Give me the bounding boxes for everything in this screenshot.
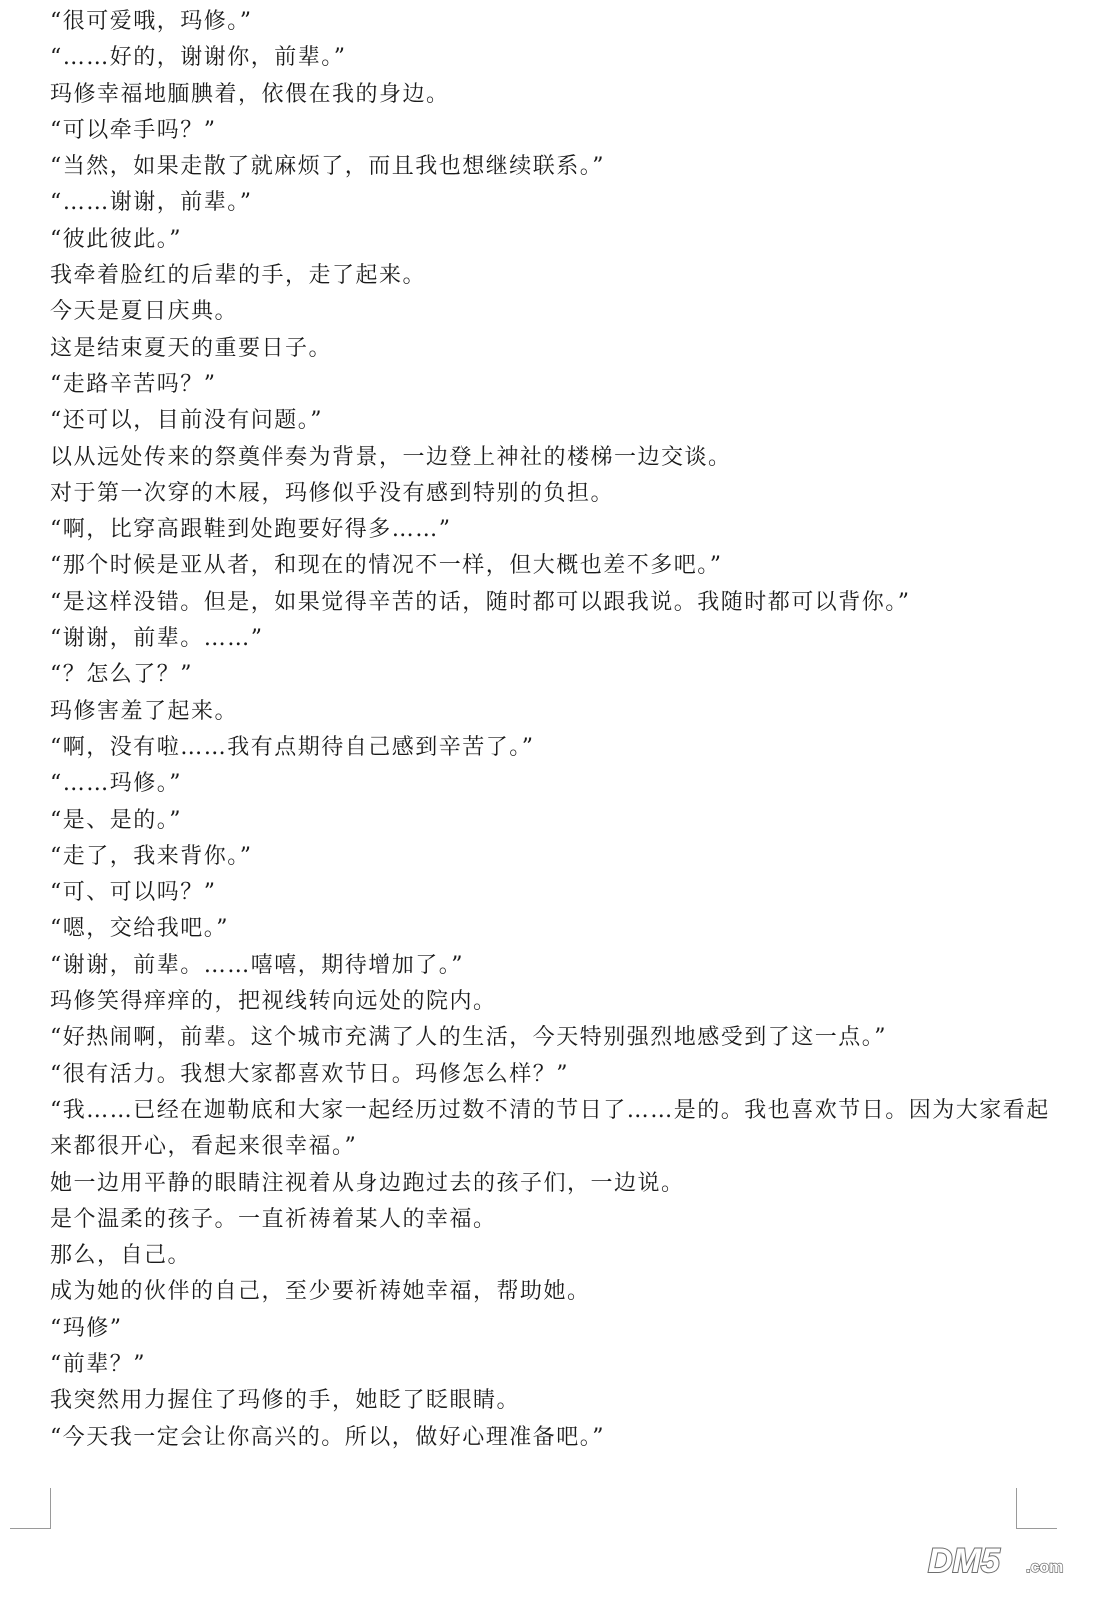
paragraph: “我……已经在迦勒底和大家一起经历过数不清的节日了……是的。我也喜欢节日。因为大家看起来都很开心，看起来很幸福。” [50,1097,1050,1160]
text-body [50,4,1050,1456]
paragraph: 成为她的伙伴的自己，至少要祈祷她幸福，帮助她。 [50,1279,591,1305]
paragraph: 这是结束夏天的重要日子。 [50,335,333,361]
paragraph: 对于第一次穿的木屐，玛修似乎没有感到特别的负担。 [50,480,615,506]
paragraph: “走了，我来背你。” [50,843,253,869]
watermark-suffix-text: .com [1026,1559,1064,1576]
paragraph: “今天我一定会让你高兴的。所以，做好心理准备吧。” [50,1424,605,1450]
paragraph: “很可爱哦，玛修。” [50,9,253,34]
paragraph: “啊，比穿高跟鞋到处跑要好得多……” [50,517,452,543]
paragraph: “是、是的。” [50,807,182,833]
paragraph: “可、可以吗？” [50,880,217,906]
watermark-logo-text: DM5 [928,1542,1000,1580]
paragraph: 今天是夏日庆典。 [50,299,239,325]
crop-mark-bottom-right [1016,1488,1057,1529]
paragraph: 我牵着脸红的后辈的手，走了起来。 [50,263,427,289]
paragraph: 她一边用平静的眼睛注视着从身边跑过去的孩子们，一边说。 [50,1170,685,1196]
paragraph: “是这样没错。但是，如果觉得辛苦的话，随时都可以跟我说。我随时都可以背你。” [50,589,911,615]
paragraph: “玛修” [50,1315,123,1341]
paragraph: 是个温柔的孩子。一直祈祷着某人的幸福。 [50,1206,497,1232]
paragraph: “彼此彼此。” [50,226,182,252]
paragraph: “很有活力。我想大家都喜欢节日。玛修怎么样？” [50,1061,569,1087]
paragraph: 以从远处传来的祭奠伴奏为背景，一边登上神社的楼梯一边交谈。 [50,444,732,470]
paragraph: 我突然用力握住了玛修的手，她眨了眨眼睛。 [50,1388,521,1414]
paragraph: “还可以，目前没有问题。” [50,408,323,434]
paragraph: “走路辛苦吗？” [50,371,217,397]
paragraph: “嗯，交给我吧。” [50,916,229,942]
paragraph: “好热闹啊，前辈。这个城市充满了人的生活，今天特别强烈地感受到了这一点。” [50,1025,887,1051]
paragraph: 玛修害羞了起来。 [50,698,239,724]
paragraph: “那个时候是亚从者，和现在的情况不一样，但大概也差不多吧。” [50,553,723,579]
paragraph: “……玛修。” [50,771,182,797]
paragraph: “谢谢，前辈。……” [50,626,264,652]
paragraph: “……谢谢，前辈。” [50,190,253,216]
paragraph: “可以牵手吗？” [50,117,217,143]
paragraph: “当然，如果走散了就麻烦了，而且我也想继续联系。” [50,154,605,180]
dm5-watermark-logo [926,1536,1076,1582]
paragraph: “前辈？” [50,1351,146,1377]
paragraph: “谢谢，前辈。……嘻嘻，期待增加了。” [50,952,464,978]
paragraph: 玛修笑得痒痒的，把视线转向远处的院内。 [50,989,497,1015]
paragraph: 玛修幸福地腼腆着，依偎在我的身边。 [50,81,450,107]
paragraph: “啊，没有啦……我有点期待自己感到辛苦了。” [50,734,535,760]
paragraph: “？怎么了？” [50,662,193,688]
crop-mark-bottom-left [10,1488,51,1529]
paragraph: “……好的，谢谢你，前辈。” [50,45,347,71]
paragraph: 那么，自己。 [50,1243,192,1269]
